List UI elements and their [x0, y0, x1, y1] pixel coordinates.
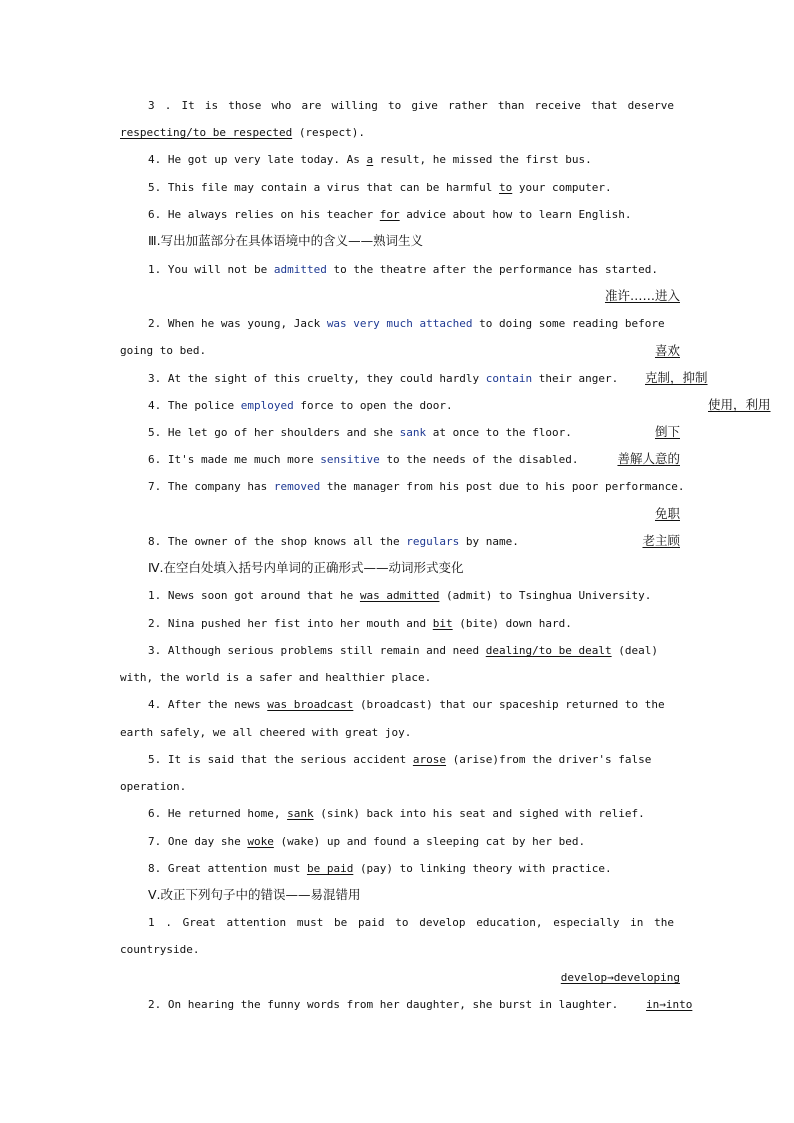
item-text: 6. He returned home, sank (sink) back into his seat and sighed with relief.	[148, 807, 645, 820]
section-title: Ⅴ.改正下列句子中的错误——易混错用	[148, 887, 361, 902]
item-text: going to bed.	[120, 344, 207, 357]
answer: bit	[432, 617, 453, 630]
keyword: contain	[485, 372, 533, 385]
keyword: employed	[240, 399, 294, 412]
item-text: 3 . It is those who are willing to give rather than receive that deserve	[148, 99, 674, 112]
item-text: operation.	[120, 780, 187, 793]
keyword: sensitive	[320, 453, 380, 466]
answer: sank	[287, 807, 314, 820]
item-text: 6. It's made me much more sensitive to the needs of the disabled.	[148, 453, 579, 466]
answer: arose	[412, 753, 447, 766]
keyword: sank	[399, 426, 427, 439]
answer: was broadcast	[267, 698, 354, 711]
item-text: 5. He let go of her shoulders and she sank at once to the floor.	[148, 426, 572, 439]
item-text: with, the world is a safer and healthier place.	[120, 671, 432, 684]
answer: was admitted	[359, 589, 440, 602]
item-text: countryside.	[120, 943, 200, 956]
answer: 倒下	[654, 424, 680, 439]
item-text: 7. The company has removed the manager from his post due to his poor performance.	[148, 480, 685, 493]
item-text: 3. Although serious problems still remain and need dealing/to be dealt (deal)	[148, 644, 658, 657]
answer: 善解人意的	[617, 451, 680, 466]
item-text: 1. You will not be admitted to the theatre after the performance has started.	[148, 263, 658, 276]
keyword: regulars	[406, 535, 460, 548]
answer: woke	[247, 835, 274, 848]
section-title: Ⅳ.在空白处填入括号内单词的正确形式——动词形式变化	[148, 560, 464, 575]
section-title: Ⅲ.写出加蓝部分在具体语境中的含义——熟词生义	[148, 233, 424, 248]
item-text: 2. When he was young, Jack was very much attached to doing some reading before	[148, 317, 665, 330]
item-text: earth safely, we all cheered with great joy.	[120, 726, 412, 739]
item-text: 4. After the news was broadcast (broadcast) that our spaceship returned to the	[148, 698, 665, 711]
keyword: was very much attached	[326, 317, 473, 330]
answer: to	[499, 181, 513, 194]
keyword: admitted	[273, 263, 327, 276]
keyword: removed	[273, 480, 321, 493]
answer: 免职	[654, 506, 680, 521]
item-text: 8. The owner of the shop knows all the regulars by name.	[148, 535, 519, 548]
item-text: 6. He always relies on his teacher for advice about how to learn English.	[148, 208, 632, 221]
answer: respecting/to be respected	[120, 126, 293, 139]
answer: develop→developing	[560, 971, 680, 984]
item-text: 2. Nina pushed her fist into her mouth and bit (bite) down hard.	[148, 617, 572, 630]
item-text: 1. News soon got around that he was admitted (admit) to Tsinghua University.	[148, 589, 652, 602]
answer: in→into	[646, 998, 693, 1011]
item-text: 5. It is said that the serious accident arose (arise)from the driver's false	[148, 753, 652, 766]
answer: 准许……进入	[604, 288, 680, 303]
item-text: 5. This file may contain a virus that can be harmful to your computer.	[148, 181, 612, 194]
answer: 克制，抑制	[645, 370, 708, 385]
answer: 使用，利用	[708, 397, 771, 412]
answer: be paid	[306, 862, 354, 875]
item-text: 4. The police employed force to open the door.	[148, 399, 453, 412]
item-text: respecting/to be respected (respect).	[120, 126, 366, 139]
item-text: 8. Great attention must be paid (pay) to linking theory with practice.	[148, 862, 612, 875]
answer: for	[379, 208, 400, 221]
answer: dealing/to be dealt	[485, 644, 612, 657]
item-text: 4. He got up very late today. As a result, he missed the first bus.	[148, 153, 592, 166]
answer: a	[366, 153, 374, 166]
item-text: 7. One day she woke (wake) up and found a sleeping cat by her bed.	[148, 835, 586, 848]
item-text: 3. At the sight of this cruelty, they could hardly contain their anger.	[148, 372, 619, 385]
answer: 老主顾	[642, 533, 680, 548]
item-text: 2. On hearing the funny words from her daughter, she burst in laughter.	[148, 998, 619, 1011]
item-text: 1 . Great attention must be paid to develop education, especially in the	[148, 916, 674, 929]
answer: 喜欢	[654, 343, 680, 358]
